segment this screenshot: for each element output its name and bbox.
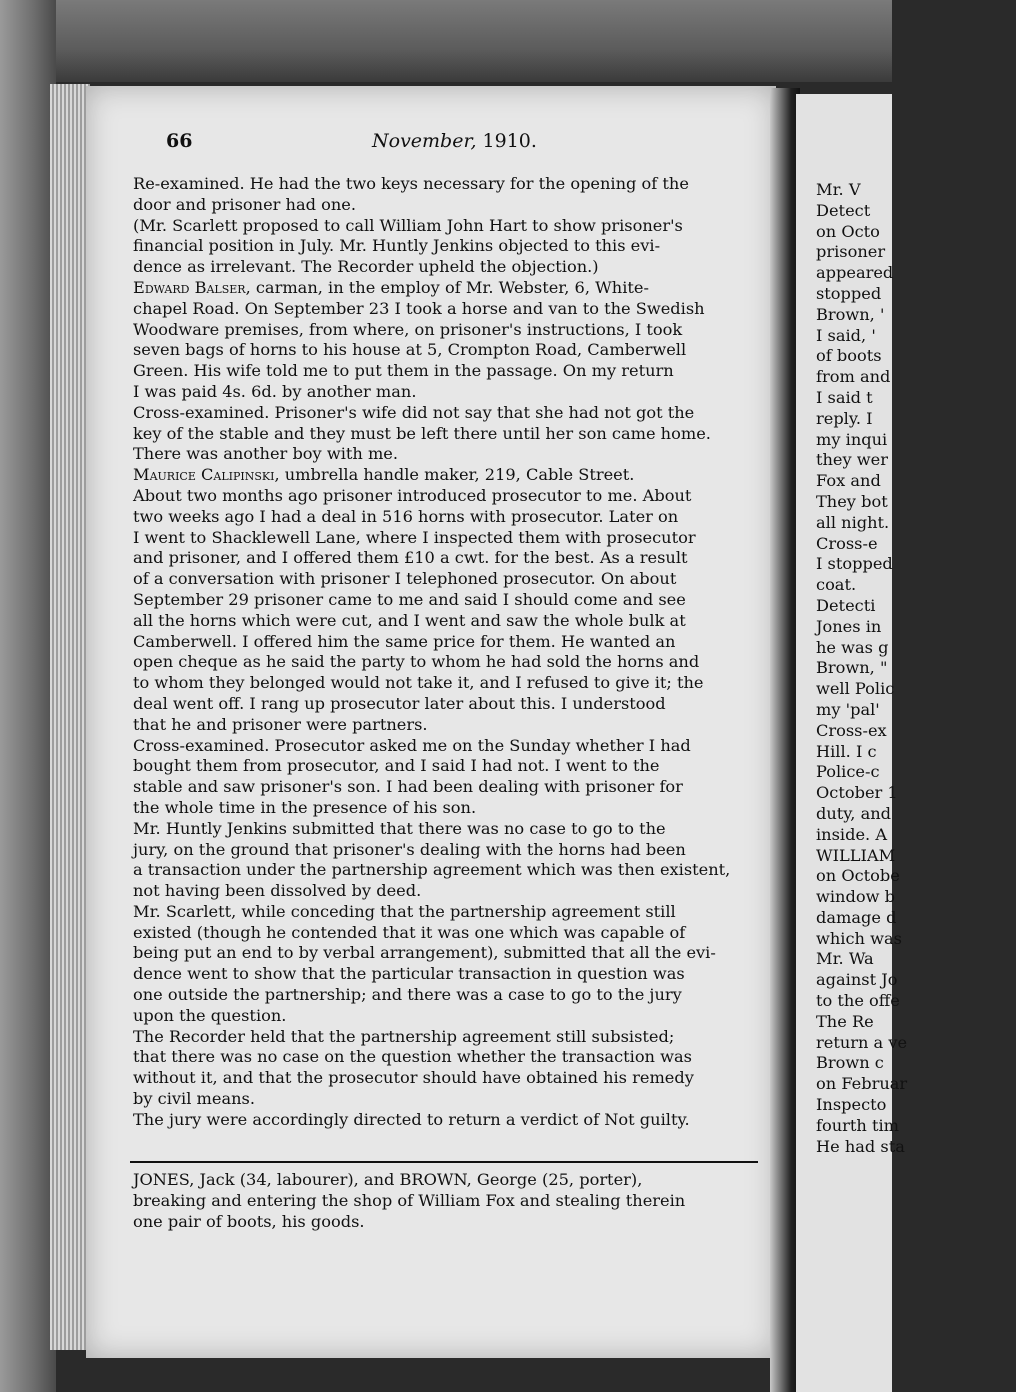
- witness-name-calipinski: Maurice Calipinski: [133, 465, 275, 485]
- facing-text-line: fourth tim: [816, 1115, 900, 1135]
- facing-text-line: appeared: [816, 263, 894, 283]
- facing-text-line: he was g: [816, 637, 889, 657]
- facing-text-line: damage d: [816, 907, 897, 927]
- text-line: chapel Road. On September 23 I took a horse and van to the Swedish: [133, 298, 705, 318]
- case-divider-rule: [130, 1161, 758, 1163]
- text-line: by civil means.: [133, 1089, 255, 1109]
- text-line: dence went to show that the particular transaction in question was: [133, 964, 685, 984]
- text-line: stable and saw prisoner's son. I had been dealing with prisoner for: [133, 777, 683, 797]
- facing-text-line: prisoner: [816, 242, 886, 262]
- scan-left-border: [0, 0, 56, 1392]
- text-line: a transaction under the partnership agreement which was then existent,: [133, 860, 731, 880]
- scan-top-border: [0, 0, 892, 82]
- facing-text-line: against Jo: [816, 970, 898, 990]
- witness-line: [133, 278, 761, 299]
- text-line: upon the question.: [133, 1005, 287, 1025]
- facing-text-line: they wer: [816, 450, 888, 470]
- facing-page-text: [816, 180, 1016, 1157]
- facing-text-line: of boots: [816, 346, 882, 366]
- text-line: Mr. Scarlett, while conceding that the partnership agreement still: [133, 901, 676, 921]
- facing-text-line: on Octobe: [816, 866, 900, 886]
- text-line: September 29 prisoner came to me and said I should come and see: [133, 589, 686, 609]
- text-line: that he and prisoner were partners.: [133, 714, 428, 734]
- text-line: I was paid 4s. 6d. by another man.: [133, 381, 417, 401]
- text-line: open cheque as he said the party to whom he had sold the horns and: [133, 652, 700, 672]
- text-line: seven bags of horns to his house at 5, Crompton Road, Camberwell: [133, 340, 687, 360]
- text-line: of a conversation with prisoner I telephoned prosecutor. On about: [133, 569, 677, 589]
- facing-text-line: stopped: [816, 283, 882, 303]
- facing-text-line: October 1: [816, 783, 898, 803]
- facing-text-line: from and: [816, 367, 891, 387]
- text-line: Mr. Huntly Jenkins submitted that there was no case to go to the: [133, 818, 666, 838]
- facing-text-line: duty, and: [816, 803, 892, 823]
- page-title: [372, 130, 537, 152]
- facing-text-line: Cross-ex: [816, 720, 887, 740]
- facing-text-line: to the offe: [816, 991, 900, 1011]
- text-line: The Recorder held that the partnership agreement still subsisted;: [133, 1026, 675, 1046]
- text-line: deal went off. I rang up prosecutor later about this. I understood: [133, 693, 666, 713]
- text-line: Re-examined. He had the two keys necessary for the opening of the: [133, 174, 689, 193]
- text-line: , umbrella handle maker, 219, Cable Street.: [274, 465, 635, 485]
- facing-text-line: my inqui: [816, 429, 888, 449]
- text-line: I went to Shacklewell Lane, where I inspected them with prosecutor: [133, 527, 696, 547]
- text-line: The jury were accordingly directed to return a verdict of Not guilty.: [133, 1109, 690, 1129]
- facing-text-line: Brown, ': [816, 304, 885, 324]
- facing-text-line: all night.: [816, 512, 890, 532]
- facing-text-line: WILLIAM: [816, 845, 896, 865]
- facing-text-line: well Polic: [816, 679, 895, 699]
- facing-text-line: reply. I: [816, 408, 873, 428]
- text-line: Cross-examined. Prosecutor asked me on the Sunday whether I had: [133, 735, 691, 755]
- text-line: bought them from prosecutor, and I said I had not. I went to the: [133, 756, 660, 776]
- facing-text-line: coat.: [816, 575, 857, 595]
- text-line: , carman, in the employ of Mr. Webster, 6, White-: [245, 277, 649, 297]
- facing-text-line: They bot: [816, 491, 888, 511]
- page-number: 66: [166, 130, 193, 152]
- facing-text-line: Fox and: [816, 471, 881, 491]
- title-month: November,: [372, 130, 477, 152]
- text-line: the whole time in the presence of his son.: [133, 797, 477, 817]
- facing-text-line: window b: [816, 887, 895, 907]
- facing-text-line: which was: [816, 928, 902, 948]
- text-line: existed (though he contended that it was one which was capable of: [133, 922, 686, 942]
- text-line: door and prisoner had one.: [133, 194, 357, 214]
- facing-text-line: return a ve: [816, 1032, 908, 1052]
- facing-text-line: my 'pal': [816, 699, 880, 719]
- text-line: one outside the partnership; and there was a case to go to the jury: [133, 985, 682, 1005]
- facing-text-line: Brown c: [816, 1053, 884, 1073]
- text-line: jury, on the ground that prisoner's dealing with the horns had been: [133, 839, 686, 859]
- facing-text-line: I said t: [816, 387, 873, 407]
- text-line: Woodware premises, from where, on prisoner's instructions, I took: [133, 319, 683, 339]
- text-line: without it, and that the prosecutor should have obtained his remedy: [133, 1068, 694, 1088]
- facing-text-line: I said, ': [816, 325, 876, 345]
- book-page-edges: [50, 84, 90, 1350]
- text-line: key of the stable and they must be left there until her son came home.: [133, 423, 711, 443]
- facing-text-line: on Februar: [816, 1074, 908, 1094]
- text-line: JONES, Jack (34, labourer), and BROWN, George (25, porter),: [133, 1170, 643, 1189]
- text-line: breaking and entering the shop of William Fox and stealing therein: [133, 1190, 686, 1210]
- facing-text-line: Cross-e: [816, 533, 878, 553]
- facing-text-line: Police-c: [816, 762, 880, 782]
- text-line: financial position in July. Mr. Huntly Jenkins objected to this evi-: [133, 236, 661, 256]
- witness-name-balser: Edward Balser: [133, 277, 246, 297]
- facing-text-line: Hill. I c: [816, 741, 877, 761]
- witness-line: [133, 465, 761, 486]
- text-line: (Mr. Scarlett proposed to call William John Hart to show prisoner's: [133, 215, 683, 235]
- facing-text-line: inside. A: [816, 824, 888, 844]
- facing-page: [796, 94, 908, 1392]
- case-heading: [133, 1170, 761, 1232]
- facing-text-line: The Re: [816, 1011, 874, 1031]
- text-line: to whom they belonged would not take it, and I refused to give it; the: [133, 673, 704, 693]
- text-line: that there was no case on the question whether the transaction was: [133, 1047, 692, 1067]
- text-line: Cross-examined. Prisoner's wife did not say that she had not got the: [133, 402, 695, 422]
- text-line: Green. His wife told me to put them in the passage. On my return: [133, 361, 674, 381]
- text-line: all the horns which were cut, and I went and saw the whole bulk at: [133, 610, 686, 630]
- facing-text-line: Mr. Wa: [816, 949, 874, 969]
- facing-text-line: Brown, ": [816, 658, 888, 678]
- facing-text-line: Inspecto: [816, 1095, 887, 1115]
- facing-text-line: Detect: [816, 200, 871, 220]
- facing-text-line: on Octo: [816, 221, 880, 241]
- text-line: Camberwell. I offered him the same price for them. He wanted an: [133, 631, 676, 651]
- text-line: being put an end to by verbal arrangement), submitted that all the evi-: [133, 943, 716, 963]
- text-line: one pair of boots, his goods.: [133, 1211, 365, 1231]
- title-year: 1910.: [476, 130, 537, 152]
- facing-text-line: I stopped: [816, 554, 893, 574]
- page-body: [133, 174, 761, 1131]
- text-line: and prisoner, and I offered them £10 a cwt. for the best. As a result: [133, 548, 688, 568]
- facing-text-line: He had sta: [816, 1136, 905, 1156]
- text-line: not having been dissolved by deed.: [133, 881, 422, 901]
- facing-text-line: Mr. V: [816, 180, 861, 199]
- text-line: dence as irrelevant. The Recorder upheld the objection.): [133, 257, 599, 277]
- running-head: [166, 130, 546, 160]
- facing-text-line: Jones in: [816, 616, 882, 636]
- text-line: two weeks ago I had a deal in 516 horns with prosecutor. Later on: [133, 506, 679, 526]
- text-line: About two months ago prisoner introduced prosecutor to me. About: [133, 485, 692, 505]
- facing-text-line: Detecti: [816, 595, 876, 615]
- text-line: There was another boy with me.: [133, 444, 399, 464]
